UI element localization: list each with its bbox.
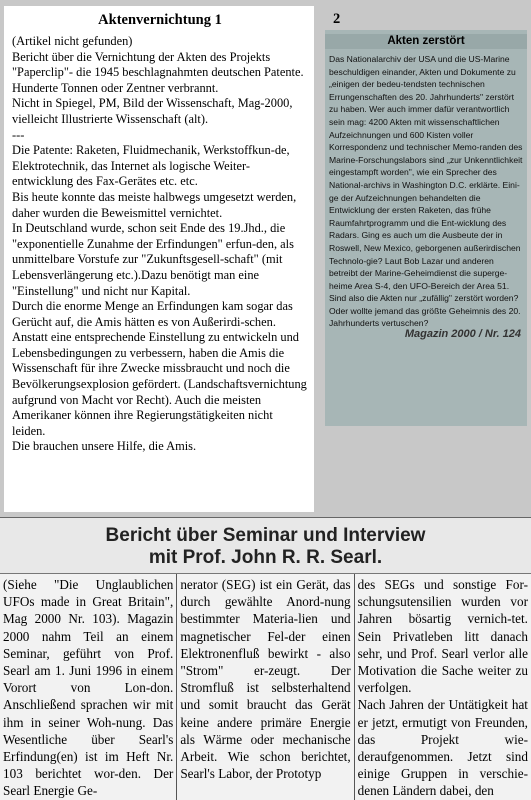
report-columns (0, 574, 531, 800)
report-heading-line1: Bericht über Seminar und Interview (105, 525, 426, 546)
seminar-report-scan (0, 517, 531, 800)
note-title: Aktenvernichtung 1 (98, 12, 222, 28)
note-body: (Artikel nicht gefunden) Bericht über die Vernichtung der Akten des Projekts "Paperclip"- die 1945 beschlagnahmten deutschen Patente. Hunderte Tonnen oder Zentner verbrannt. Nicht in Spiegel, PM, Bild der Wissenschaft, Mag-2000, vielleicht Illustrierte Wissenschaft (alt). --- Die Patente: Raketen, Fluidmechanik, Werkstoffkun-de, Elektrotechnik, das Internet als logische Weiter-entwicklung des Fax-Gerätes etc. etc. Bis heute konnte das meiste halbwegs umgesetzt werden, daher wurden die Beweismittel vernichtet. In Deutschland wurde, schon seit Ende des 19.Jhd., die "exponentielle Zunahme der Erfindungen" erfun-den, als unmittelbare Vorstufe zur "Zukunftsgesell-schaft" (mit Lebensverlängerung etc.).Dazu benötigt man eine "Einstellung" und nicht nur Kapital. Durch die enorme Menge an Erfindungen kam sogar das Gerücht auf, die Amis hätten es von Außerirdi-schen. Anstatt eine entsprechende Einstellung zu entwickeln und Lebensbedingungen zu verbessern, haben die Amis die Wissenschaft für ihre Zwecke missbraucht und noch die Bevölkerungsexplosion gefördert. (Landschaftsvernichtung aufgrund von Macht vor Recht). Auch die meisten Amerikaner können ihre Regierungstätigkeiten nicht leiden. Die brauchen unsere Hilfe, die Amis. (12, 34, 307, 454)
newspaper-clipping (325, 30, 527, 426)
report-column-3: des SEGs und sonstige For-schungsutensilien wurden vor Jahren bösartig vernich-tet. Sein Privatleben litt danach sehr, und Prof. Searl verlor alle Motivation die Sache weiter zu verfolgen. Nach Jahren der Untätigkeit hat er jetzt, ermutigt von Freunden, das Projekt wie-deraufgenommen. Jetzt sind einige Gruppen in verschie-denen Ländern dabei, den (354, 574, 531, 800)
report-heading (0, 518, 531, 574)
clipping-title: Akten zerstört (325, 34, 527, 49)
report-column-2: nerator (SEG) ist ein Gerät, das durch gewählte Anord-nung bestimmter Materia-lien und magnetischer Fel-der einen Elektronenfluß bewirkt - also "Strom" er-zeugt. Der Stromfluß ist selbsterhaltend und somit braucht das Gerät keine andere primäre Energie als Wärme oder mechanische Arbeit. Wie schon berichtet, Searl's Labor, der Prototyp (176, 574, 353, 800)
figure-number: 2 (333, 11, 341, 27)
report-heading-line2: mit Prof. John R. R. Searl. (148, 547, 383, 568)
typed-note-panel (4, 6, 314, 512)
clipping-text: Das Nationalarchiv der USA und die US-Marine beschuldigen einander, Akten und Dokumente zu „einigen der bedeu-tendsten technischen Errungenschaften des 20. Jahrhunderts" zerstört zu haben. Wer auch immer dafür verantwortlich sein mag: 4200 Akten mit wissenschaftlichen Aufzeichnungen und 600 Kisten voller Korrespondenz und technischer Memo-randen des Marine-Forschungslabors sind „zur Unkenntlichkeit eingestampft worden", wie ein Sprecher des National-archivs in Washington D.C. erklärte. Eini-ge der Aufzeichnungen behandelten die Entwicklung der ersten Raketen, das frühe Raumfahrtprogramm und die Ent-wicklung des Radars. Ging es auch um die Ausbeute der in Roswell, New Mexico, geborgenen außerirdischen Technolo-gie? Laut Bob Lazar und anderen betreibt der Marine-Geheimdienst die superge-heime Area S-4, den UFO-Bereich der Area 51. Sind also die Akten nur „zufällig" zerstört worden? Oder wollte jemand das größte Geheimnis des 20. Jahrhunderts vertuschen? (329, 54, 523, 329)
clipping-source: Magazin 2000 / Nr. 124 (404, 328, 521, 341)
report-column-1: (Siehe "Die Unglaublichen UFOs made in Great Britain", Mag 2000 Nr. 103). Magazin 2000 nahm Teil an einem Seminar, geführt von Prof. Searl am 1. Juni 1996 in einem Vorort von Lon-don. Anschließend sprachen wir mit ihm in seiner Woh-nung. Das Wesentliche über Searl's Erfindung(en) ist im Heft Nr. 103 berichtet wor-den. Der Searl Energie Ge- (3, 577, 174, 799)
